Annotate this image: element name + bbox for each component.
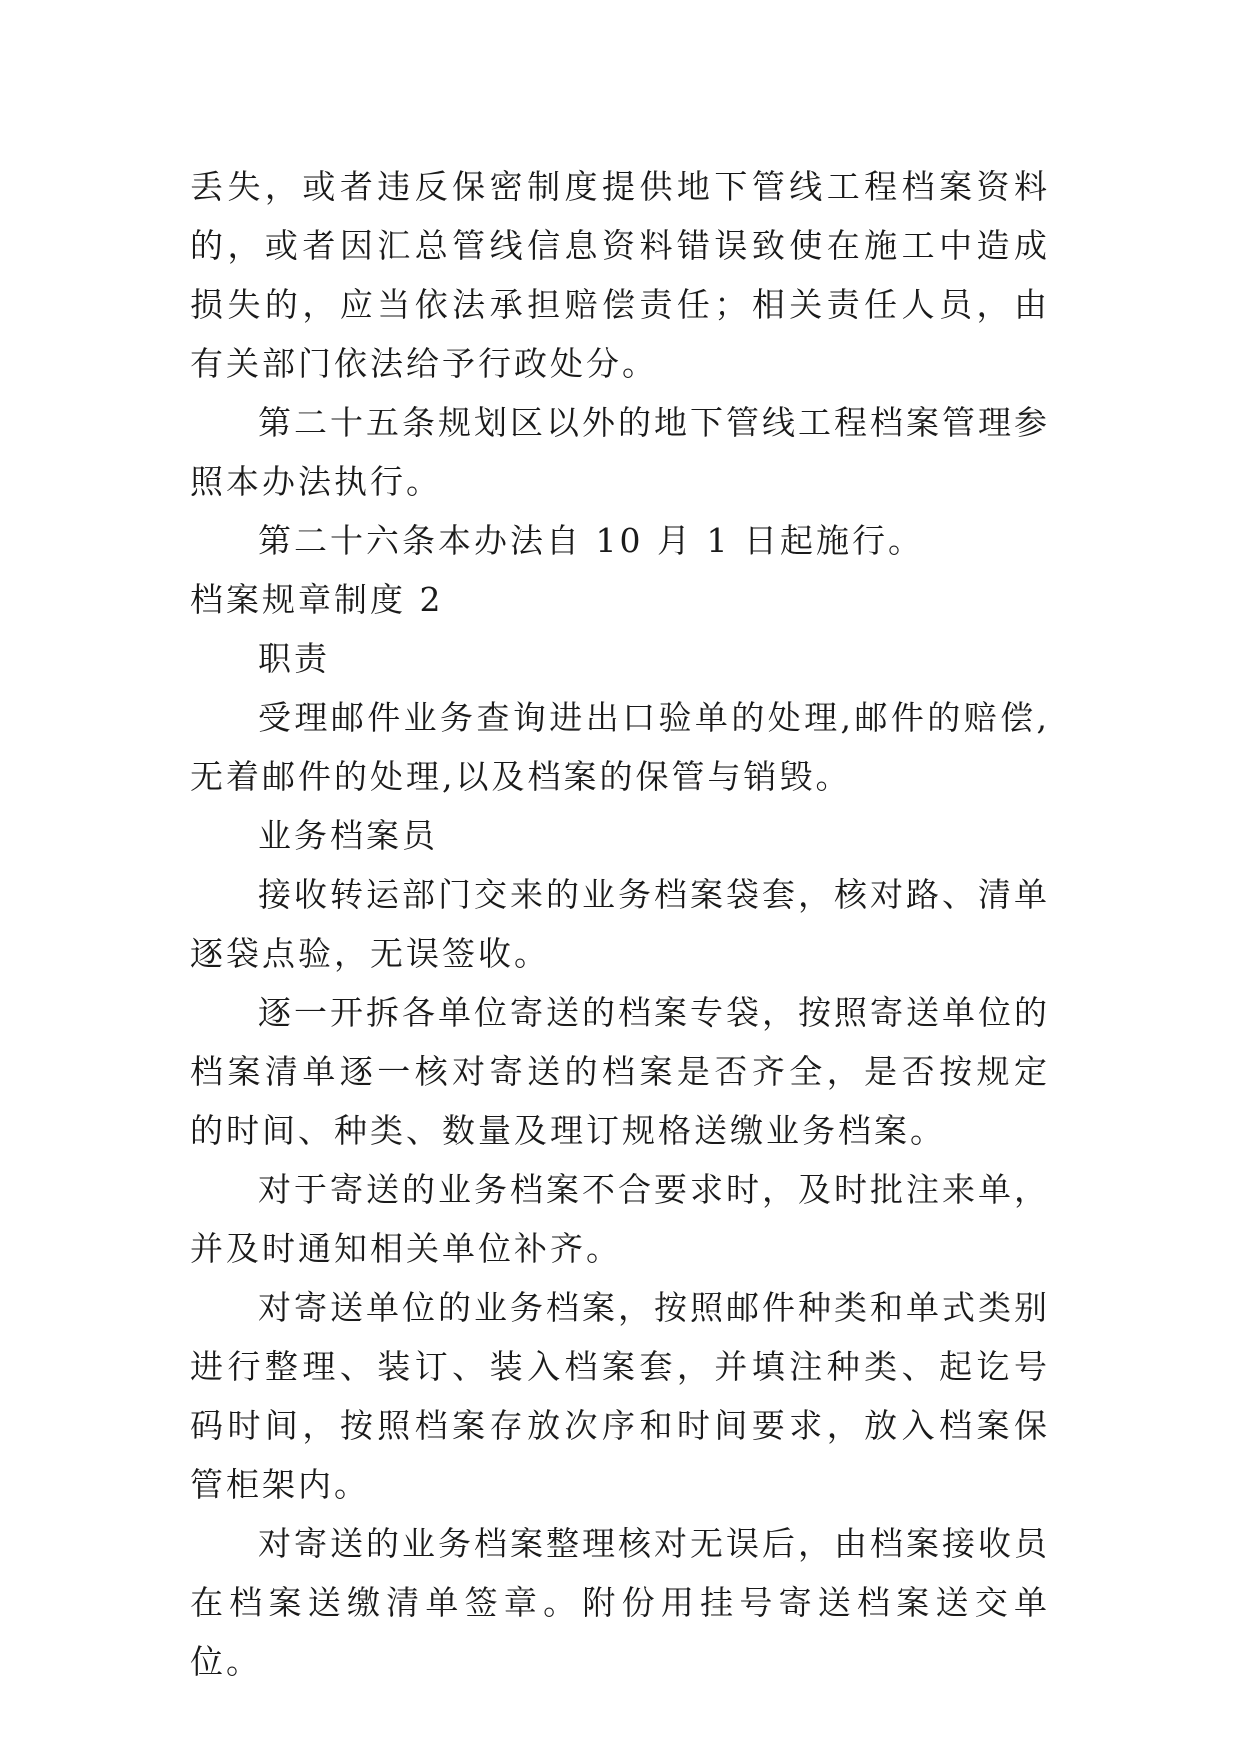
paragraph-organize: 对寄送单位的业务档案，按照邮件种类和单式类别进行整理、装订、装入档案套，并填注种类、起讫号码时间，按照档案存放次序和时间要求，放入档案保管柜架内。	[190, 1288, 1050, 1504]
section-heading: 档案规章制度 2	[190, 580, 444, 619]
subheading-duties: 职责	[258, 639, 330, 678]
paragraph-noncompliant: 对于寄送的业务档案不合要求时，及时批注来单，并及时通知相关单位补齐。	[190, 1170, 1050, 1268]
paragraph-liability: 丢失，或者违反保密制度提供地下管线工程档案资料的，或者因汇总管线信息资料错误致使在施工中造成损失的，应当依法承担赔偿责任；相关责任人员，由有关部门依法给予行政处分。	[190, 167, 1050, 383]
paragraph-article-26: 第二十六条本办法自 10 月 1 日起施行。	[258, 521, 924, 560]
paragraph-receive: 接收转运部门交来的业务档案袋套，核对路、清单逐袋点验，无误签收。	[190, 875, 1050, 973]
paragraph-open-check: 逐一开拆各单位寄送的档案专袋，按照寄送单位的档案清单逐一核对寄送的档案是否齐全，是否按规定的时间、种类、数量及理订规格送缴业务档案。	[190, 993, 1050, 1150]
paragraph-article-25: 第二十五条规划区以外的地下管线工程档案管理参照本办法执行。	[190, 403, 1050, 501]
subheading-archivist: 业务档案员	[258, 816, 438, 855]
paragraph-sign: 对寄送的业务档案整理核对无误后，由档案接收员在档案送缴清单签章。附份用挂号寄送档案送交单位。	[190, 1524, 1050, 1681]
paragraph-duties: 受理邮件业务查询进出口验单的处理,邮件的赔偿,无着邮件的处理,以及档案的保管与销毁。	[190, 698, 1050, 796]
document-body	[190, 157, 1050, 1691]
